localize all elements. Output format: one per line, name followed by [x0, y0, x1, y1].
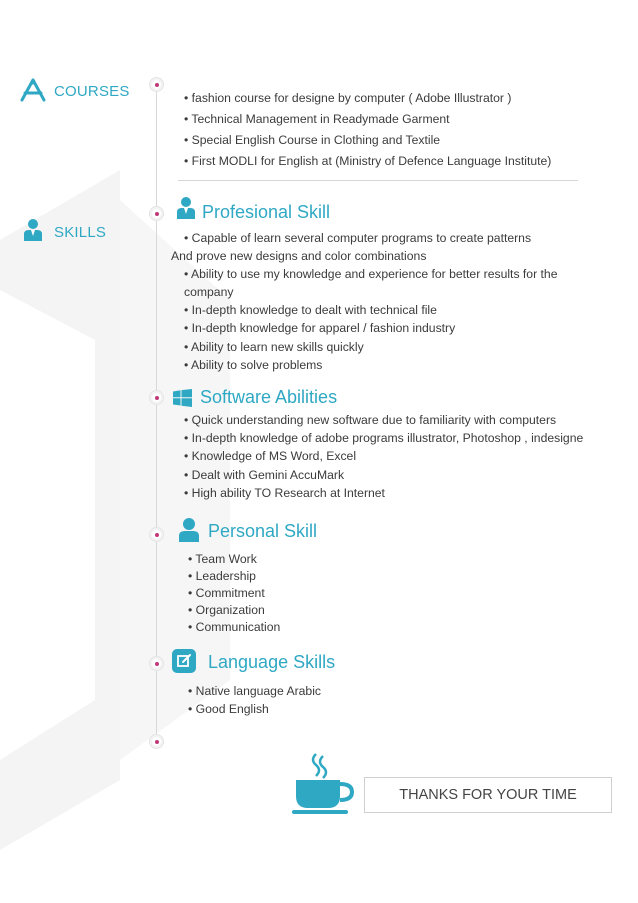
courses-list — [184, 88, 551, 172]
sidebar-skills-label: SKILLS — [54, 224, 107, 241]
list-item: • Good English — [188, 702, 269, 716]
list-item: • Special English Course in Clothing and Textile — [184, 133, 441, 147]
user-icon — [178, 517, 200, 543]
coffee-cup-icon — [292, 752, 354, 816]
list-item: company — [184, 285, 234, 300]
list-item: • Quick understanding new software due to familiarity with computers — [184, 413, 557, 427]
list-item: • Ability to solve problems — [184, 357, 323, 372]
timeline-dot — [150, 735, 163, 748]
professional-list — [171, 229, 558, 374]
timeline-dot — [150, 78, 163, 91]
list-item: • High ability TO Research at Internet — [184, 485, 385, 500]
timeline-line — [156, 83, 157, 743]
list-item: • Capable of learn several computer programs to create patterns — [184, 231, 532, 245]
list-item: • Ability to learn new skills quickly — [184, 339, 364, 354]
section-title-professional: Profesional Skill — [202, 202, 331, 222]
list-item: • Organization — [188, 603, 265, 618]
list-item: • Knowledge of MS Word, Excel — [184, 449, 357, 464]
list-item: • Technical Management in Readymade Garment — [184, 112, 450, 126]
timeline-dot — [150, 391, 163, 404]
list-item: • Leadership — [188, 569, 256, 584]
timeline-dot — [150, 207, 163, 220]
thanks-box: THANKS FOR YOUR TIME — [364, 777, 612, 813]
list-item: • Commitment — [188, 586, 265, 601]
list-item: • In-depth knowledge to dealt with technical file — [184, 303, 437, 318]
edit-icon — [172, 649, 196, 673]
software-list — [184, 411, 583, 502]
list-item: • Ability to use my knowledge and experience for better results for the — [184, 267, 558, 282]
section-title-personal: Personal Skill — [208, 521, 318, 541]
compass-icon — [20, 78, 46, 102]
person-icon — [23, 218, 43, 242]
person-icon — [176, 196, 196, 220]
list-item: • Communication — [188, 620, 281, 635]
list-item: • In-depth knowledge for apparel / fashion industry — [184, 321, 456, 336]
list-item: • fashion course for designe by computer ( Adobe Illustrator ) — [184, 91, 512, 105]
list-item: • First MODLI for English at (Ministry of Defence Language Institute) — [184, 154, 552, 168]
divider — [178, 180, 578, 181]
list-item: • In-depth knowledge of adobe programs illustrator, Photoshop , indesigne — [184, 431, 584, 446]
section-title-software: Software Abilities — [200, 387, 338, 407]
section-title-language: Language Skills — [208, 652, 336, 672]
language-list — [188, 682, 321, 718]
personal-list — [188, 551, 280, 636]
sidebar-courses-label: COURSES — [54, 83, 130, 100]
windows-icon — [173, 389, 192, 407]
list-item: And prove new designs and color combinations — [171, 249, 427, 264]
timeline-dot — [150, 657, 163, 670]
list-item: • Native language Arabic — [188, 684, 321, 698]
timeline-dot — [150, 528, 163, 541]
list-item: • Team Work — [188, 552, 257, 566]
list-item: • Dealt with Gemini AccuMark — [184, 467, 345, 482]
